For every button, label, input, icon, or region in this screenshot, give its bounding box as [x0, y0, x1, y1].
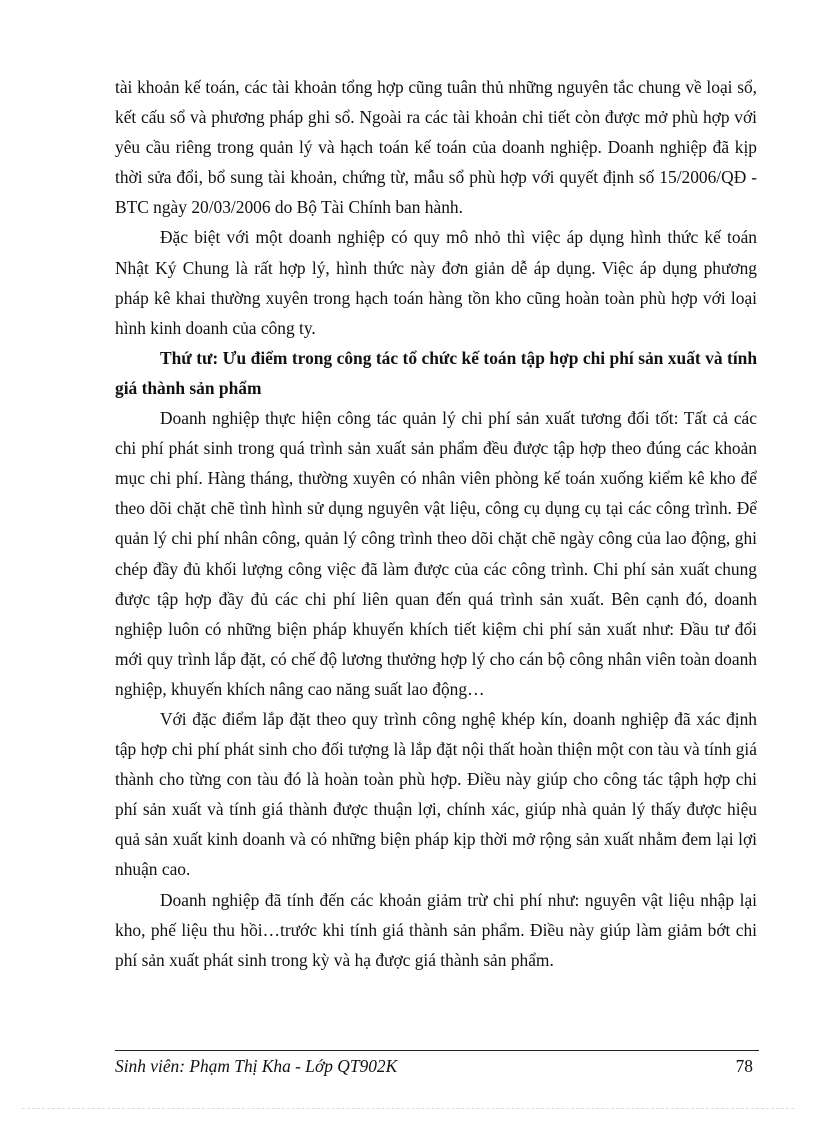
paragraph-continuation: tài khoản kế toán, các tài khoản tổng hợp cũng tuân thủ những nguyên tắc chung về loại sổ, kết cấu sổ và phương pháp ghi sổ. Ngoài ra các tài khoản chi tiết còn được mở phù hợp với yêu cầu riêng trong quản lý và hạch toán kế toán của doanh nghiệp. Doanh nghiệp đã kịp thời sửa đổi, bổ sung tài khoản, chứng từ, mẫu sổ phù hợp với quyết định số 15/2006/QĐ - BTC ngày 20/03/2006 do Bộ Tài Chính ban hành.	[115, 77, 757, 218]
page-footer	[115, 1053, 757, 1079]
section-heading: Thứ tư: Ưu điểm trong công tác tổ chức kế toán tập hợp chi phí sản xuất và tính giá thành sản phẩm	[115, 347, 757, 398]
paragraph-closed-process: Với đặc điểm lắp đặt theo quy trình công nghệ khép kín, doanh nghiệp đã xác định tập hợp chi phí phát sinh cho đối tượng là lắp đặt nội thất hoàn thiện một con tàu và tính giá thành cho từng con tàu đó là hoàn toàn phù hợp. Điều này giúp cho công tác tậph hợp chi phí sản xuất và tính giá thành được thuận lợi, chính xác, giúp nhà quản lý thấy được hiệu quả sản xuất kinh doanh và có những biện pháp kịp thời mở rộng sản xuất nhằm đem lại lợi nhuận cao.	[115, 708, 757, 880]
paragraph-cost-management: Doanh nghiệp thực hiện công tác quản lý chi phí sản xuất tương đối tốt: Tất cả các chi phí phát sinh trong quá trình sản xuất sản phẩm đều được tập hợp theo đúng các khoản mục chi phí. Hàng tháng, thường xuyên có nhân viên phòng kế toán xuống kiểm kê kho để theo dõi chặt chẽ tình hình sử dụng nguyên vật liệu, công cụ dụng cụ tại các công trình. Để quản lý chi phí nhân công, quản lý công trình theo dõi chặt chẽ ngày công của lao động, ghi chép đầy đủ khối lượng công việc đã làm được của các công trình. Chi phí sản xuất chung được tập hợp đầy đủ các chi phí liên quan đến quá trình sản xuất. Bên cạnh đó, doanh nghiệp luôn có những biện pháp khuyến khích tiết kiệm chi phí sản xuất như: Đầu tư đổi mới quy trình lắp đặt, có chế độ lương thưởng hợp lý cho cán bộ công nhân viên toàn doanh nghiệp, khuyến khích nâng cao năng suất lao động…	[115, 408, 757, 699]
page-number: 78	[735, 1056, 753, 1076]
page-body	[115, 72, 757, 975]
footer-divider	[115, 1050, 759, 1051]
paragraph-nhat-ky-chung: Đặc biệt với một doanh nghiệp có quy mô nhỏ thì việc áp dụng hình thức kế toán Nhật Ký Chung là rất hợp lý, hình thức này đơn giản dễ áp dụng. Việc áp dụng phương pháp kê khai thường xuyên trong hạch toán hàng tồn kho cũng hoàn toàn phù hợp với loại hình kinh doanh của công ty.	[115, 227, 757, 338]
footer-student-info: Sinh viên: Phạm Thị Kha - Lớp QT902K	[115, 1056, 398, 1076]
paragraph-deductions: Doanh nghiệp đã tính đến các khoản giảm trừ chi phí như: nguyên vật liệu nhập lại kho, phế liệu thu hồi…trước khi tính giá thành sản phẩm. Điều này giúp làm giảm bớt chi phí sản xuất phát sinh trong kỳ và hạ được giá thành sản phẩm.	[115, 889, 757, 970]
page-edge	[22, 1108, 794, 1109]
